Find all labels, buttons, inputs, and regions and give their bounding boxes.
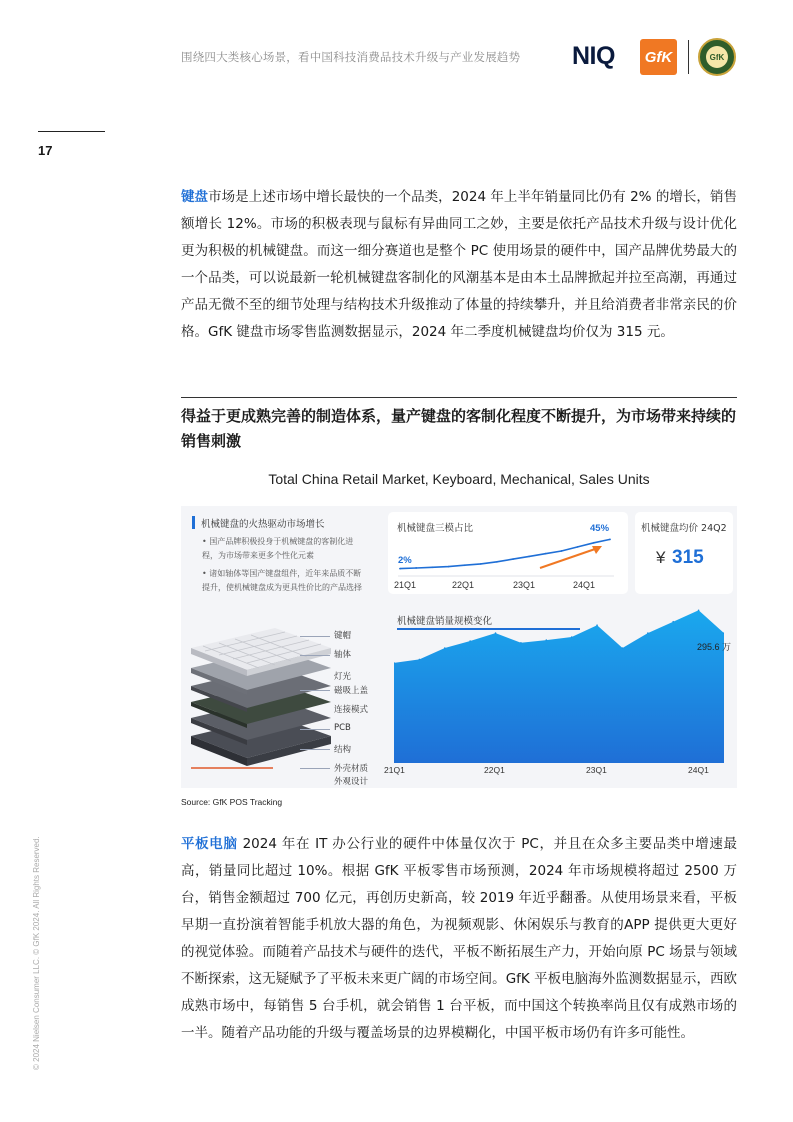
exploded-keyboard-illustration <box>183 618 333 778</box>
figure-title: Total China Retail Market, Keyboard, Mechanical, Sales Units <box>268 471 650 487</box>
keyboard-paragraph-text: 市场是上述市场中增长最快的一个品类，2024 年上半年销量同比仍有 2% 的增长，销售额增长 12%。市场的积极表现与鼠标有异曲同工之妙，主要是依托产品技术升级与设计优化更为积极的机械键盘。而这一细分赛道也是整个 PC 使用场景的硬件中，国产品牌优势最大的一个品类，可以说最新一轮机械键盘客制化的风潮基本是由本土品牌掀起并拉至高潮，再通过产品无微不至的细节处理与结构技术升级推动了体量的持续攀升，并且给消费者非常亲民的价格。GfK 键盘市场零售监测数据显示，2024 年二季度机械键盘均价仅为 315 元。 <box>181 189 737 340</box>
sales-volume-point <box>495 632 497 634</box>
page-number: 17 <box>38 143 53 158</box>
keyboard-paragraph <box>181 184 737 346</box>
page-number-rule <box>38 131 105 132</box>
sales-volume-point <box>469 640 471 642</box>
niq-logo: NIQ <box>572 42 615 70</box>
sales-volume-point <box>622 647 624 649</box>
line-x-tick-24q1: 24Q1 <box>573 580 596 590</box>
gfk-logo: GfK <box>640 39 677 75</box>
kb-label-keycap: 键帽 <box>334 631 352 641</box>
leader-line-switch <box>300 655 330 656</box>
area-x-tick-22q1: 22Q1 <box>484 765 505 775</box>
tri-mode-share-point <box>448 566 450 568</box>
kb-label-switch: 轴体 <box>334 650 352 660</box>
trend-arrow-shaft <box>540 548 598 568</box>
section-title: 得益于更成熟完善的制造体系，量产键盘的客制化程度不断提升，为市场带来持续的销售刺激 <box>181 407 737 450</box>
kb-label-lighting: 灯光 <box>334 672 352 682</box>
keyword-tablet: 平板电脑 <box>181 836 238 852</box>
emblem-center: GfK <box>706 46 728 68</box>
kb-label-case-material: 外壳材质 <box>334 764 369 774</box>
association-emblem-logo <box>698 38 736 76</box>
tablet-paragraph <box>181 831 737 1047</box>
tri-mode-share-point <box>512 558 514 560</box>
logo-divider <box>688 40 689 74</box>
line-x-tick-23q1: 23Q1 <box>513 580 536 590</box>
sales-volume-point <box>596 624 598 626</box>
tri-mode-share-title: 机械键盘三模占比 <box>397 523 474 534</box>
avg-price-currency: ¥ <box>656 548 666 567</box>
line-x-tick-22q1: 22Q1 <box>452 580 475 590</box>
sales-volume-point <box>520 642 522 644</box>
area-x-tick-24q1: 24Q1 <box>688 765 709 775</box>
tri-mode-share-point <box>544 553 546 555</box>
avg-price-value: 315 <box>672 547 704 568</box>
leader-line-structure <box>300 749 330 750</box>
copyright-notice: © 2024 Nielsen Consumer LLC. © GfK 2024. All Rights Reserved. <box>32 836 41 1070</box>
line-start-label: 2% <box>398 555 412 566</box>
sales-volume-point <box>672 621 674 623</box>
line-end-label: 45% <box>590 523 610 534</box>
sales-volume-point <box>698 609 700 611</box>
kb-label-magnetic-cover: 磁吸上盖 <box>334 686 369 696</box>
area-last-label: 295.6 万 <box>697 642 732 652</box>
tri-mode-share-point <box>496 561 498 563</box>
sales-volume-area <box>394 610 724 763</box>
tablet-paragraph-text: 2024 年在 IT 办公行业的硬件中体量仅次于 PC，并且在众多主要品类中增速最高，销量同比超过 10%。根据 GfK 平板零售市场预测，2024 年市场规模将超过 2500 万台，销售金额超过 700 亿元，再创历史新高，较 2019 年近乎翻番。从使用场景来看，平板早期一直扮演着智能手机放大器的角色，为视频观影、休闲娱乐与教育的APP 提供更大更好的视觉体验。而随着产品技术与硬件的迭代，平板不断拓展生产力，开始向原 PC 场景与领域不断探索，这无疑赋予了平板未来更广阔的市场空间。GfK 平板电脑海外监测数据显示，西欧成熟市场中，每销售 5 台手机，就会销售 1 台平板，而中国这个转换率尚且仅有成熟市场的一半。随着产品功能的升级与覆盖场景的边界模糊化，中国平板市场仍有许多可能性。 <box>181 836 738 1041</box>
tri-mode-share-point <box>399 568 401 570</box>
tri-mode-share-point <box>609 539 611 541</box>
left-panel-bullet-1: • 国产品牌积极投身于机械键盘的客制化进程，为市场带来更多个性化元素 <box>202 537 354 560</box>
leader-line-keycap <box>300 636 330 637</box>
section-divider <box>181 397 737 398</box>
keyword-keyboard: 键盘 <box>181 189 209 205</box>
area-x-tick-21q1: 21Q1 <box>384 765 405 775</box>
sales-volume-point <box>571 636 573 638</box>
avg-price-title: 机械键盘均价 24Q2 <box>641 523 727 534</box>
tri-mode-share-point <box>480 563 482 565</box>
leader-line-magnetic-cover <box>300 690 330 691</box>
sales-volume-point <box>647 632 649 634</box>
tri-mode-share-point <box>528 556 530 558</box>
sales-volume-title: 机械键盘销量规模变化 <box>397 616 493 627</box>
left-panel-title: 机械键盘的火热驱动市场增长 <box>201 519 325 530</box>
tri-mode-share-point <box>593 542 595 544</box>
kb-label-pcb: PCB <box>334 723 351 733</box>
tri-mode-share-point <box>415 567 417 569</box>
leader-line-case <box>300 768 330 769</box>
area-x-tick-23q1: 23Q1 <box>586 765 607 775</box>
left-panel-bullet-2: • 诸如轴体等国产键盘组件，近年来品质不断提升，使机械键盘成为更具性价比的产品选择 <box>202 569 362 592</box>
tri-mode-share-point <box>464 564 466 566</box>
figure-source: Source: GfK POS Tracking <box>181 797 283 807</box>
kb-label-appearance: 外观设计 <box>334 777 369 787</box>
kb-label-structure: 结构 <box>334 745 352 755</box>
kb-label-connectivity: 连接模式 <box>334 705 369 715</box>
document-header-title: 围绕四大类核心场景，看中国科技消费品技术升级与产业发展趋势 <box>181 50 521 64</box>
tri-mode-share-point <box>431 566 433 568</box>
tri-mode-share-point <box>561 550 563 552</box>
tri-mode-share-point <box>577 546 579 548</box>
line-x-tick-21q1: 21Q1 <box>394 580 417 590</box>
left-panel-accent <box>192 516 195 529</box>
leader-line-pcb <box>300 729 330 730</box>
sales-volume-area-chart <box>394 605 724 763</box>
sales-volume-point <box>444 647 446 649</box>
sales-volume-point <box>419 659 421 661</box>
sales-volume-point <box>546 639 548 641</box>
